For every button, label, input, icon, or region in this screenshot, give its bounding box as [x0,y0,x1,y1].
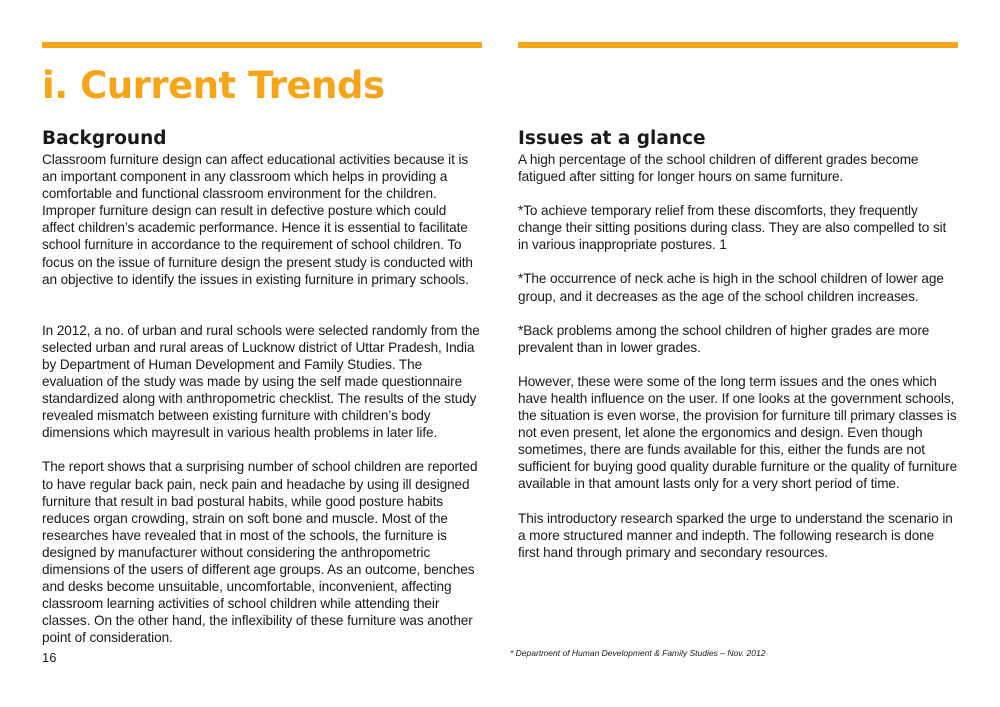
footnote: * Department of Human Development & Family Studies – Nov. 2012 [510,648,766,658]
issues-paragraph-4: *Back problems among the school children of higher grades are more prevalent than in lower grades. [518,322,930,355]
issues-paragraph-1: A high percentage of the school children of different grades become fatigued after sitting for longer hours on same furniture. [518,152,919,185]
background-section [42,127,482,646]
background-paragraph-1: Classroom furniture design can affect educational activities because it is an important component in any classroom which helps in providing a comfortable and functional classroom environment for the children. Improper furniture design can result in defective posture which could affect children’s academic performance. Hence it is essential to facilitate school furniture in accordance to the requirement of school children. To focus on the issue of furniture design the present study is conducted with an objective to identify the issues in existing furniture in primary schools. [42,152,473,287]
issues-paragraph-6: This introductory research sparked the urge to understand the scenario in a more structured manner and indepth. The following research is done first hand through primary and secondary resources. [518,510,953,560]
page-title: i. Current Trends [42,64,385,107]
background-paragraph-2: In 2012, a no. of urban and rural schools were selected randomly from the selected urban and rural areas of Lucknow district of Uttar Pradesh, India by Department of Human Development and Family Studies. The evaluation of the study was made by using the self made questionnaire standardized along with anthropometric checklist. The results of the study revealed mismatch between existing furniture with children’s body dimensions which mayresult in various health problems in later life. [42,322,480,441]
issues-heading: Issues at a glance [518,128,706,149]
background-heading: Background [42,128,167,149]
issues-paragraph-5: However, these were some of the long term issues and the ones which have health influence on the user. If one looks at the government schools, the situation is even worse, the provision for furniture till primary classes is not even present, let alone the ergonomics and design. Even though sometimes, there are funds available for this, either the funds are not sufficient for buying good quality durable furniture or the quality of furniture available in that amount lasts only for a very short period of time. [518,373,958,492]
page-number: 16 [42,650,57,665]
issues-paragraph-3: *The occurrence of neck ache is high in the school children of lower age group, and it decreases as the age of the school children increases. [518,271,944,304]
top-rule-left [42,42,482,48]
issues-paragraph-2: *To achieve temporary relief from these discomforts, they frequently change their sitting positions during class. They are also compelled to sit in various inappropriate postures. 1 [518,203,947,253]
issues-section [518,127,958,561]
background-paragraph-3: The report shows that a surprising number of school children are reported to have regular back pain, neck pain and headache by using ill designed furniture that result in bad postural habits, while good posture habits reduces organ crowding, strain on soft bone and muscle. Most of the researches have revealed that in most of the schools, the furniture is designed by manufacturer without considering the anthropometric dimensions of the users of different age groups. As an outcome, benches and desks become unsuitable, uncomfortable, inconvenient, affecting classroom learning activities of school children while attending their classes. On the other hand, the inflexibility of these furniture was another point of consideration. [42,459,478,646]
top-rule-right [518,42,958,48]
